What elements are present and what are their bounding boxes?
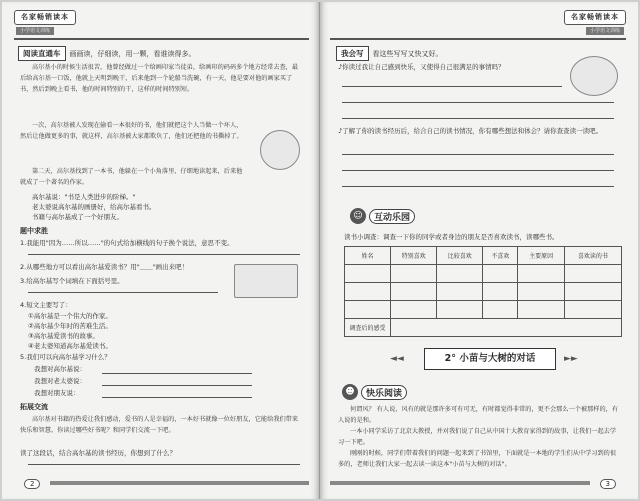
header-rule [330, 38, 626, 40]
illustration-stamp-icon [570, 56, 618, 96]
table-cell[interactable] [564, 301, 621, 319]
table-cell[interactable] [564, 283, 621, 301]
column-header: 不喜欢 [483, 247, 518, 265]
answer-line[interactable] [342, 186, 614, 187]
answer-line[interactable] [102, 373, 252, 374]
answer-line[interactable] [342, 170, 614, 171]
table-cell[interactable] [483, 265, 518, 283]
answer-line[interactable] [102, 397, 252, 398]
answer-line[interactable] [342, 86, 562, 87]
right-page [320, 2, 638, 499]
section-heading [18, 46, 196, 61]
prompt-label: 我想对朋友说： [34, 389, 80, 397]
table-cell[interactable] [345, 283, 391, 301]
series-subtitle: 小学语文训练 [16, 27, 54, 35]
table-row [345, 283, 622, 301]
choice-option[interactable]: ④老太婆知道高尔基爱读书。 [28, 342, 112, 350]
table-cell[interactable] [518, 283, 564, 301]
book-spread [2, 2, 638, 499]
column-header: 特别喜欢 [391, 247, 437, 265]
answer-line[interactable] [102, 385, 252, 386]
reading-paragraph: 一本小同学采访了北京大教授，并对我们说了自己从中国十大教育家得到的故事，让我们一起去学习一下吧。 [338, 428, 617, 447]
prompt-label: 我想对老太婆说： [34, 377, 86, 385]
page-number: 2 [24, 479, 40, 489]
table-cell[interactable] [391, 301, 437, 319]
table-cell[interactable] [345, 301, 391, 319]
table-cell[interactable] [437, 301, 483, 319]
section-tag: 我会写 [336, 46, 369, 61]
column-header: 比较喜欢 [437, 247, 483, 265]
survey-table [344, 246, 622, 337]
table-cell[interactable] [483, 283, 518, 301]
table-header-row [345, 247, 622, 265]
table-cell[interactable] [437, 265, 483, 283]
mascot-icon: ☻ [342, 384, 358, 400]
table-cell[interactable] [391, 265, 437, 283]
answer-line[interactable] [342, 102, 614, 103]
question-3: 3.给高尔基写个词填在下面括号里。 [20, 277, 124, 285]
footer-bar [330, 481, 590, 485]
choice-option[interactable]: ②高尔基少年时的苦难生活。 [28, 322, 112, 330]
illustration-stamp-icon [260, 130, 300, 170]
answer-line[interactable] [342, 118, 614, 119]
column-header: 主要原因 [518, 247, 564, 265]
exercise-heading: 题中求胜 [20, 227, 48, 235]
header-rule [14, 38, 309, 40]
reading-paragraph: 何谓风？ 有人说，风有的就是那许多可有可无，有时都觉得非常的，更不会那么一个被那样的，有人说的是和。 [338, 406, 619, 425]
extend-question: 读了这段话，结合高尔基的读书经历，你想到了什么？ [20, 449, 176, 457]
section-instructions: 画画读，仔细读，用一颗，看谁读得多。 [69, 49, 196, 58]
choice-option[interactable]: ③高尔基爱读书的故事。 [28, 332, 99, 340]
table-cell[interactable] [391, 283, 437, 301]
section-heading [336, 46, 443, 61]
section-instructions: 看这些写写又快又好。 [372, 49, 443, 58]
survey-intro: 读书小调查：调查一下你的同学或者身边的朋友是否喜欢读书，读哪些书。 [344, 233, 559, 241]
left-page [2, 2, 320, 499]
extend-heading: 拓展交流 [20, 403, 48, 411]
reading-paragraph: 刚刚的时候，同学们带着我们的问题一起来到了书馆里，下面就是一本地的学生们从中学习到的很多的，老师让我们大家一起去读一读这本"小苗与大树的对话"。 [338, 450, 617, 469]
passage-paragraph: 高尔基小的时候生活很苦，他曾经做过一个给画印家当徒弟，给画印的码码多个地方经常去查，最后给高尔基一口饭，他就上天明到晚干，后来他到一个轮船当洗碗，有一天，他是要对他的画家买了书，然后到晚上看书，他的时间特别的干，这样的时间特别短。 [20, 64, 299, 94]
quote-line: 老太婆说高尔基的画册好，给高尔基看书。 [32, 203, 156, 211]
mascot-icon: ☺ [350, 208, 366, 224]
answer-line[interactable] [28, 292, 218, 293]
activity-heading [350, 208, 415, 224]
activity-label: 互动乐园 [369, 209, 415, 224]
writing-prompt: ♪你读过我让自己感到快乐，又使得自己很满足的事情吗？ [338, 63, 505, 71]
passage-paragraph: 一次，高尔基被人发现在偷看一本很好的书，他们就把这个人当做一个坏人，然后让他做更多的事，就这样，高尔基被大家都欺负了，他们还把他的书撕掉了。 [20, 122, 243, 141]
question-4: 4.短文主要写了： [20, 301, 72, 309]
lesson-title: 2° 小苗与大树的对话 [424, 348, 556, 370]
question-2: 2.从哪些地方可以看出高尔基爱读书？用"＿＿"画出来吧！ [20, 263, 189, 271]
prompt-label: 我想对高尔基说： [34, 365, 86, 373]
column-header: 喜欢读的书 [564, 247, 621, 265]
page-number: 3 [600, 479, 616, 489]
series-badge: 名家畅销读本 [564, 10, 626, 25]
series-badge: 名家畅销读本 [14, 10, 76, 25]
table-cell[interactable] [345, 265, 391, 283]
reading-label: 快乐阅读 [361, 385, 407, 400]
footer-bar [50, 481, 309, 485]
table-cell[interactable] [518, 265, 564, 283]
writing-prompt: ♪了解了你的读书经历后，给合自己的读书情况，你有哪些想法和体会？请你查查读一读吧。 [338, 127, 603, 135]
word-grid-icon [234, 264, 298, 298]
extend-paragraph: 高尔基对书籍的热爱让我们感动，爱书的人是幸福的，一本好书就像一位好朋友，它能给我们带来快乐和智慧。你读过哪些好书呢？和同学们交流一下吧。 [20, 416, 299, 435]
question-5: 5.我们可以向高尔基学习什么？ [20, 353, 111, 361]
table-footer-row [345, 319, 622, 337]
answer-line[interactable] [28, 254, 300, 255]
table-cell[interactable] [564, 265, 621, 283]
arrow-decoration-icon: ◄◄ [390, 354, 404, 364]
table-row [345, 265, 622, 283]
table-cell[interactable] [518, 301, 564, 319]
passage-paragraph: 第二天，高尔基找到了一本书，他躲在一个小角落里，仔细地读起来，后来他就成了一个著名的作家。 [20, 168, 243, 187]
section-tag: 阅读直通车 [18, 46, 66, 61]
table-cell[interactable] [391, 319, 622, 337]
reading-heading [342, 384, 407, 400]
answer-line[interactable] [28, 464, 300, 465]
choice-option[interactable]: ①高尔基是一个伟大的作家。 [28, 312, 112, 320]
answer-line[interactable] [342, 154, 614, 155]
quote-line: 高尔基说："书是人类进步的阶梯。" [32, 193, 136, 201]
arrow-decoration-icon: ►► [564, 354, 578, 364]
table-cell[interactable] [437, 283, 483, 301]
series-subtitle: 小学语文训练 [586, 27, 624, 35]
table-cell[interactable] [483, 301, 518, 319]
column-header: 姓名 [345, 247, 391, 265]
row-label: 调查后的感受 [345, 319, 391, 337]
table-row [345, 301, 622, 319]
question-1: 1.我能用"因为……所以……"的句式给加横线的句子换个说法，意思不变。 [20, 239, 234, 247]
quote-line: 书籍与高尔基成了一个好朋友。 [32, 213, 123, 221]
